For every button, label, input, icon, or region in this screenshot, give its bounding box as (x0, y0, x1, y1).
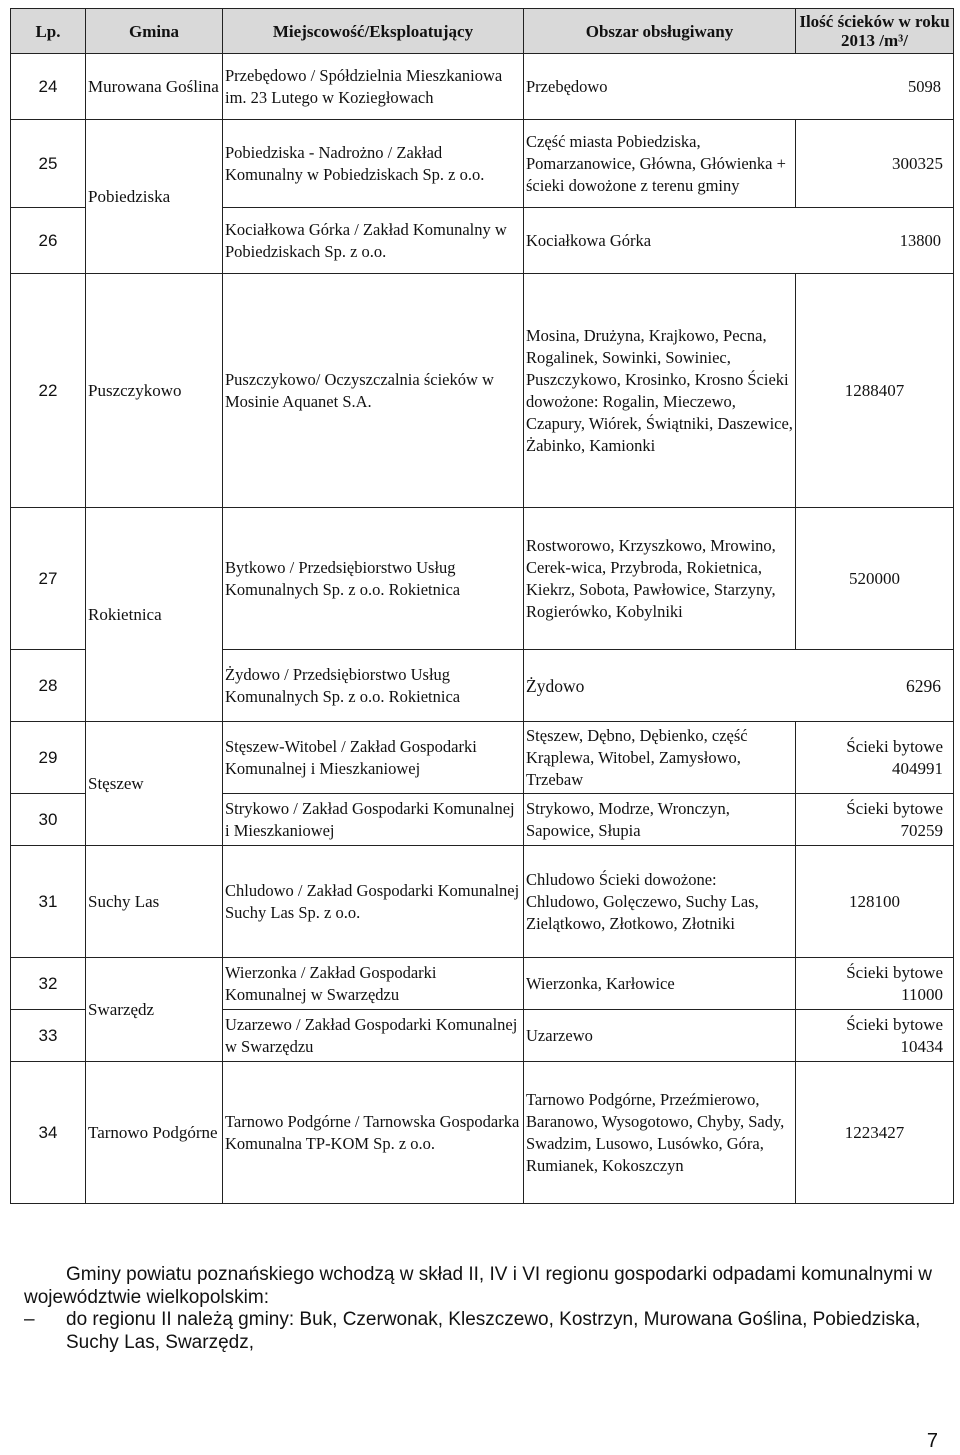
row-miejscowosc: Strykowo / Zakład Gospodarki Komunalnej i Mieszkaniowej (223, 794, 524, 846)
row-miejscowosc: Wierzonka / Zakład Gospodarki Komunalnej w Swarzędzu (223, 958, 524, 1010)
table-row (11, 54, 954, 120)
row-ilosc-label: Ścieki bytowe (846, 798, 943, 818)
header-lp: Lp. (11, 9, 86, 54)
row-miejscowosc: Uzarzewo / Zakład Gospodarki Komunalnej w Swarzędzu (223, 1010, 524, 1062)
row-ilosc: 520000 (796, 508, 954, 650)
row-ilosc: 13800 (899, 230, 941, 250)
row-miejscowosc: Pobiedziska - Nadrożno / Zakład Komunalny w Pobiedziskach Sp. z o.o. (223, 120, 524, 208)
row-obszar: Przebędowo (526, 76, 608, 96)
row-ilosc: 11000 (901, 984, 943, 1004)
header-ilosc: Ilość ścieków w roku 2013 /m³/ (796, 9, 954, 54)
header-gmina: Gmina (86, 9, 223, 54)
table-row (11, 846, 954, 958)
row-miejscowosc: Kociałkowa Górka / Zakład Komunalny w Pobiedziskach Sp. z o.o. (223, 208, 524, 274)
row-ilosc: 1223427 (796, 1062, 954, 1204)
table-row (11, 274, 954, 508)
wastewater-table (10, 8, 954, 1204)
regions-intro: Gminy powiatu poznańskiego wchodzą w skład II, IV i VI regionu gospodarki odpadami komunalnymi w województwie wielkopolskim: (24, 1264, 933, 1308)
header-miejscowosc: Miejscowość/Eksploatujący (223, 9, 524, 54)
row-gmina: Suchy Las (86, 846, 223, 958)
regions-bullet (24, 1309, 944, 1354)
row-ilosc-cell (796, 958, 954, 1010)
row-lp: 25 (11, 120, 86, 208)
row-miejscowosc: Stęszew-Witobel / Zakład Gospodarki Komunalnej i Mieszkaniowej (223, 722, 524, 794)
row-obszar: Uzarzewo (524, 1010, 796, 1062)
row-ilosc: 10434 (900, 1036, 943, 1056)
row-obszar: Strykowo, Modrze, Wronczyn, Sapowice, Słupia (524, 794, 796, 846)
row-ilosc: 6296 (906, 675, 941, 696)
row-gmina: Pobiedziska (86, 120, 223, 274)
row-miejscowosc: Chludowo / Zakład Gospodarki Komunalnej Suchy Las Sp. z o.o. (223, 846, 524, 958)
page-number: 7 (926, 1430, 938, 1452)
row-gmina: Puszczykowo (86, 274, 223, 508)
row-ilosc-cell (796, 1010, 954, 1062)
table-row (11, 1062, 954, 1204)
row-obszar: Chludowo Ścieki dowożone: Chludowo, Golęczewo, Suchy Las, Zielątkowo, Złotkowo, Złotniki (524, 846, 796, 958)
row-ilosc: 1288407 (796, 274, 954, 508)
row-lp: 33 (11, 1010, 86, 1062)
row-miejscowosc: Tarnowo Podgórne / Tarnowska Gospodarka Komunalna TP-KOM Sp. z o.o. (223, 1062, 524, 1204)
row-obszar: Kociałkowa Górka (526, 230, 652, 250)
regions-paragraph (24, 1264, 944, 1354)
row-miejscowosc: Bytkowo / Przedsiębiorstwo Usług Komunalnych Sp. z o.o. Rokietnica (223, 508, 524, 650)
row-obszar-ilosc (524, 650, 954, 722)
row-ilosc: 300325 (796, 120, 954, 208)
row-gmina: Murowana Goślina (86, 54, 223, 120)
row-lp: 34 (11, 1062, 86, 1204)
row-gmina: Tarnowo Podgórne (86, 1062, 223, 1204)
row-ilosc-cell (796, 722, 954, 794)
row-obszar-ilosc (524, 54, 954, 120)
bullet-dash: – (24, 1309, 35, 1330)
row-ilosc-label: Ścieki bytowe (846, 962, 943, 982)
row-ilosc: 404991 (892, 758, 943, 778)
row-lp: 22 (11, 274, 86, 508)
row-lp: 30 (11, 794, 86, 846)
row-obszar: Stęszew, Dębno, Dębienko, część Krąplewa, Witobel, Zamysłowo, Trzebaw (524, 722, 796, 794)
row-lp: 32 (11, 958, 86, 1010)
row-lp: 26 (11, 208, 86, 274)
table-header-row (11, 9, 954, 54)
header-obszar: Obszar obsługiwany (524, 9, 796, 54)
table-row (11, 120, 954, 208)
row-gmina: Stęszew (86, 722, 223, 846)
row-obszar: Część miasta Pobiedziska, Pomarzanowice, Główna, Główienka + ścieki dowożone z terenu gminy (524, 120, 796, 208)
row-miejscowosc: Żydowo / Przedsiębiorstwo Usług Komunalnych Sp. z o.o. Rokietnica (223, 650, 524, 722)
row-obszar: Mosina, Drużyna, Krajkowo, Pecna, Rogalinek, Sowinki, Sowiniec, Puszczykowo, Krosinko, Krosno Ścieki dowożone: Rogalin, Mieczewo, Czapury, Wiórek, Świątniki, Daszewice, Żabinko, Kamionki (524, 274, 796, 508)
row-ilosc: 5098 (908, 76, 941, 96)
row-obszar: Wierzonka, Karłowice (524, 958, 796, 1010)
row-miejscowosc: Puszczykowo/ Oczyszczalnia ścieków w Mosinie Aquanet S.A. (223, 274, 524, 508)
bullet-text: do regionu II należą gminy: Buk, Czerwonak, Kleszczewo, Kostrzyn, Murowana Goślina, Pobiedziska, Suchy Las, Swarzędz, (66, 1309, 921, 1353)
row-ilosc: 70259 (900, 820, 943, 840)
row-gmina: Swarzędz (86, 958, 223, 1062)
row-obszar: Tarnowo Podgórne, Przeźmierowo, Baranowo, Wysogotowo, Chyby, Sady, Swadzim, Lusowo, Lusówko, Góra, Rumianek, Kokoszczyn (524, 1062, 796, 1204)
row-miejscowosc: Przebędowo / Spółdzielnia Mieszkaniowa im. 23 Lutego w Koziegłowach (223, 54, 524, 120)
row-ilosc: 128100 (796, 846, 954, 958)
row-ilosc-cell (796, 794, 954, 846)
row-lp: 28 (11, 650, 86, 722)
row-ilosc-label: Ścieki bytowe (846, 1014, 943, 1034)
row-obszar: Żydowo (526, 675, 585, 696)
row-lp: 27 (11, 508, 86, 650)
table-row (11, 958, 954, 1010)
row-lp: 31 (11, 846, 86, 958)
row-lp: 24 (11, 54, 86, 120)
row-gmina: Rokietnica (86, 508, 223, 722)
table-row (11, 508, 954, 650)
row-obszar-ilosc (524, 208, 954, 274)
row-ilosc-label: Ścieki bytowe (846, 736, 943, 756)
table-row (11, 722, 954, 794)
row-lp: 29 (11, 722, 86, 794)
row-obszar: Rostworowo, Krzyszkowo, Mrowino, Cerek-wica, Przybroda, Rokietnica, Kiekrz, Sobota, Pawłowice, Starzyny, Rogierówko, Kobylniki (524, 508, 796, 650)
